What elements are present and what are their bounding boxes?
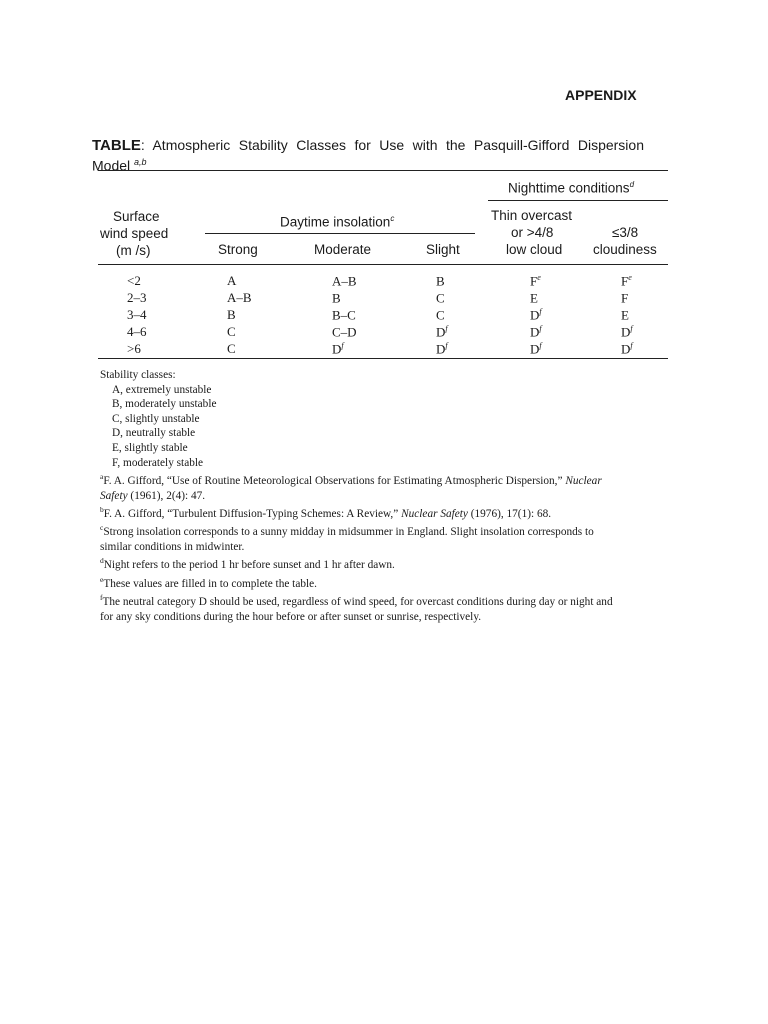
- cell-wind-speed: 4–6: [127, 324, 147, 339]
- stability-class-item: A, extremely unstable: [112, 383, 212, 396]
- stability-class-item: E, slightly stable: [112, 441, 188, 454]
- table-top-rule: [98, 170, 668, 171]
- cell-moderate: B–C: [332, 307, 356, 323]
- header-cloudiness: cloudiness: [593, 242, 657, 257]
- header-nighttime-conditions: Nighttime conditions$^d$: [508, 180, 635, 196]
- cell-slight: C: [436, 307, 445, 323]
- cell-thin-overcast: $D^f$: [530, 307, 542, 323]
- stability-classes-heading: Stability classes:: [100, 369, 176, 381]
- footnote-c-continued: similar conditions in midwinter.: [100, 540, 245, 553]
- header-strong: Strong: [218, 242, 258, 257]
- cell-thin-overcast: $F^e$: [530, 273, 541, 289]
- header-thin-overcast: Thin overcast: [491, 208, 573, 223]
- footnote-d: $^d$Night refers to the period 1 hr before sunset and 1 hr after dawn.: [100, 556, 395, 572]
- footnote-a-continued: Safety (1961), 2(4): 47.: [100, 489, 206, 502]
- footnote-f: $^f$The neutral category D should be used, regardless of wind speed, for overcast conditions during day or night and: [100, 593, 613, 608]
- footnote-c: $^c$Strong insolation corresponds to a sunny midday in midsummer in England. Slight insolation corresponds to: [100, 523, 594, 539]
- cell-cloudiness: $F^e$: [621, 273, 632, 289]
- header-thin-overcast-line2: or >4/8: [511, 225, 554, 240]
- cell-wind-speed: 2–3: [127, 290, 147, 305]
- appendix-heading: APPENDIX: [565, 87, 637, 103]
- cell-thin-overcast: $D^f$: [530, 324, 542, 340]
- cell-strong: C: [227, 324, 236, 339]
- cell-slight: C: [436, 290, 445, 306]
- header-slight: Slight: [426, 242, 460, 257]
- footnote-a: $^a$F. A. Gifford, “Use of Routine Meteorological Observations for Estimating Atmospheric Dispersion,” Nuclear: [100, 472, 602, 487]
- cell-strong: A–B: [227, 290, 252, 305]
- caption-superscript: a,b: [134, 157, 147, 167]
- cell-moderate: B: [332, 290, 341, 306]
- cell-wind-speed: 3–4: [127, 307, 147, 322]
- header-moderate: Moderate: [314, 242, 372, 257]
- footnote-e: $^e$These values are filled in to complete the table.: [100, 574, 317, 590]
- cell-strong: B: [227, 307, 236, 322]
- cell-thin-overcast: E: [530, 290, 538, 306]
- header-surface: Surface: [113, 209, 160, 224]
- header-cloudiness-fraction: ≤3/8: [612, 225, 639, 240]
- cell-strong: A: [227, 273, 237, 288]
- table-caption: [92, 137, 644, 174]
- header-wind-speed: wind speed: [100, 226, 169, 241]
- footnote-f-continued: for any sky conditions during the hour before or after sunset or sunrise, respectively.: [100, 610, 482, 623]
- stability-class-item: F, moderately stable: [112, 456, 204, 469]
- cell-strong: C: [227, 341, 236, 356]
- nighttime-underline: [488, 200, 668, 201]
- cell-slight: $D^f$: [436, 341, 448, 357]
- header-daytime-insolation: Daytime insolation$^c$: [280, 214, 395, 230]
- daytime-underline: [205, 233, 475, 234]
- cell-moderate: $D^f$: [332, 341, 344, 357]
- cell-cloudiness: E: [621, 307, 629, 323]
- footnote-b: $^b$F. A. Gifford, “Turbulent Diffusion-Typing Schemes: A Review,” Nuclear Safety (1976), 17(1): 68.: [100, 505, 552, 520]
- table-bottom-rule: [98, 358, 668, 359]
- caption-lead: TABLE: [92, 137, 141, 154]
- cell-moderate: A–B: [332, 273, 357, 289]
- table-notes: [100, 368, 675, 624]
- caption-text: : Atmospheric Stability Classes for Use with the Pasquill-Gifford Dispersion Model: [92, 137, 644, 174]
- cell-moderate: C–D: [332, 324, 357, 340]
- cell-cloudiness: $D^f$: [621, 341, 633, 357]
- cell-thin-overcast: $D^f$: [530, 341, 542, 357]
- header-units: (m /s): [116, 243, 151, 258]
- cell-cloudiness: $D^f$: [621, 324, 633, 340]
- header-low-cloud: low cloud: [506, 242, 563, 257]
- stability-class-item: C, slightly unstable: [112, 412, 200, 425]
- cell-slight: B: [436, 273, 445, 289]
- cell-slight: $D^f$: [436, 324, 448, 340]
- stability-class-item: B, moderately unstable: [112, 398, 217, 411]
- cell-cloudiness: F: [621, 290, 629, 306]
- header-bottom-rule: [98, 264, 668, 265]
- stability-class-item: D, neutrally stable: [112, 427, 196, 440]
- cell-wind-speed: <2: [127, 273, 141, 288]
- cell-wind-speed: >6: [127, 341, 141, 356]
